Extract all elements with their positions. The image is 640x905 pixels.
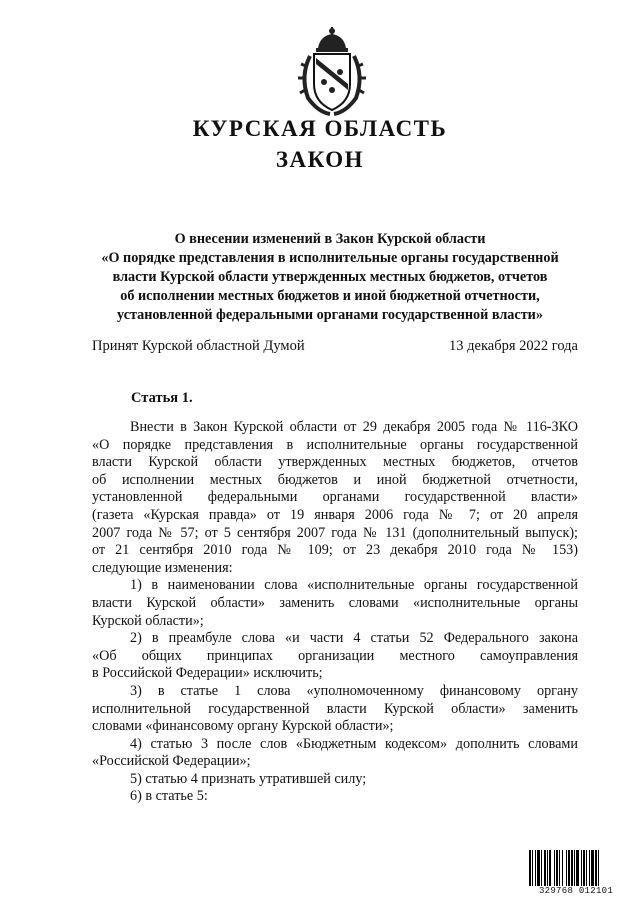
text-line: власти Курской области» заменить словами «исполнительные органы: [92, 594, 578, 611]
article-body: [92, 419, 578, 806]
text-line: «Российской Федерации»;: [92, 753, 251, 770]
text-line: 3) в статье 1 слова «уполномоченному финансовому органу: [130, 682, 578, 699]
text-line: в Российской Федерации» исключить;: [92, 665, 323, 682]
title-line: власти Курской области утвержденных местных бюджетов, отчетов: [112, 269, 548, 285]
text-line: 6) в статье 5:: [130, 788, 208, 805]
text-line: установленной федеральными органами государственной власти»: [92, 489, 578, 506]
law-title: [80, 230, 580, 325]
text-line: «Об общих принципах организации местного самоуправления: [92, 647, 578, 664]
text-line: от 21 сентября 2010 года № 109; от 23 декабря 2010 года № 153): [92, 542, 578, 559]
barcode-number: 329768 012101: [528, 886, 624, 896]
text-line: 5) статью 4 признать утратившей силу;: [130, 770, 367, 787]
text-line: 2) в преамбуле слова «и части 4 статьи 52 Федерального закона: [130, 630, 578, 647]
adopted-by: Принят Курской областной Думой: [92, 338, 305, 354]
text-line: 2007 года № 57; от 5 сентября 2007 года № 131 (дополнительный выпуск);: [92, 524, 578, 541]
text-line: следующие изменения:: [92, 559, 233, 576]
text-line: 1) в наименовании слова «исполнительные органы государственной: [130, 577, 578, 594]
title-line: об исполнении местных бюджетов и иной бюджетной отчетности,: [120, 288, 540, 304]
text-line: об исполнении местных бюджетов и иной бюджетной отчетности,: [92, 471, 578, 488]
text-line: Внести в Закон Курской области от 29 декабря 2005 года № 116-ЗКО: [130, 419, 578, 435]
title-line: О внесении изменений в Закон Курской области: [174, 231, 486, 247]
coat-of-arms-icon: [296, 26, 368, 118]
adoption-date: 13 декабря 2022 года: [449, 338, 578, 354]
text-line: словами «финансовому органу Курской области»;: [92, 718, 394, 735]
text-line: власти Курской области утвержденных местных бюджетов, отчетов: [92, 454, 578, 471]
adoption-info: [92, 338, 578, 355]
title-line: установленной федеральными органами государственной власти»: [117, 307, 543, 323]
text-line: исполнительной государственной власти Курской области» заменить: [92, 700, 578, 717]
text-line: «О порядке представления в исполнительные органы государственной: [92, 436, 578, 453]
text-line: Курской области»;: [92, 612, 204, 629]
title-line: «О порядке представления в исполнительные органы государственной: [101, 250, 559, 266]
document-type: ЗАКОН: [275, 147, 365, 172]
text-line: (газета «Курская правда» от 19 января 2006 года № 7; от 20 апреля: [92, 506, 578, 523]
region-name: КУРСКАЯ ОБЛАСТЬ: [192, 116, 448, 141]
text-line: 4) статью 3 после слов «Бюджетным кодексом» дополнить словами: [130, 735, 578, 752]
article-heading: Статья 1.: [131, 390, 193, 406]
